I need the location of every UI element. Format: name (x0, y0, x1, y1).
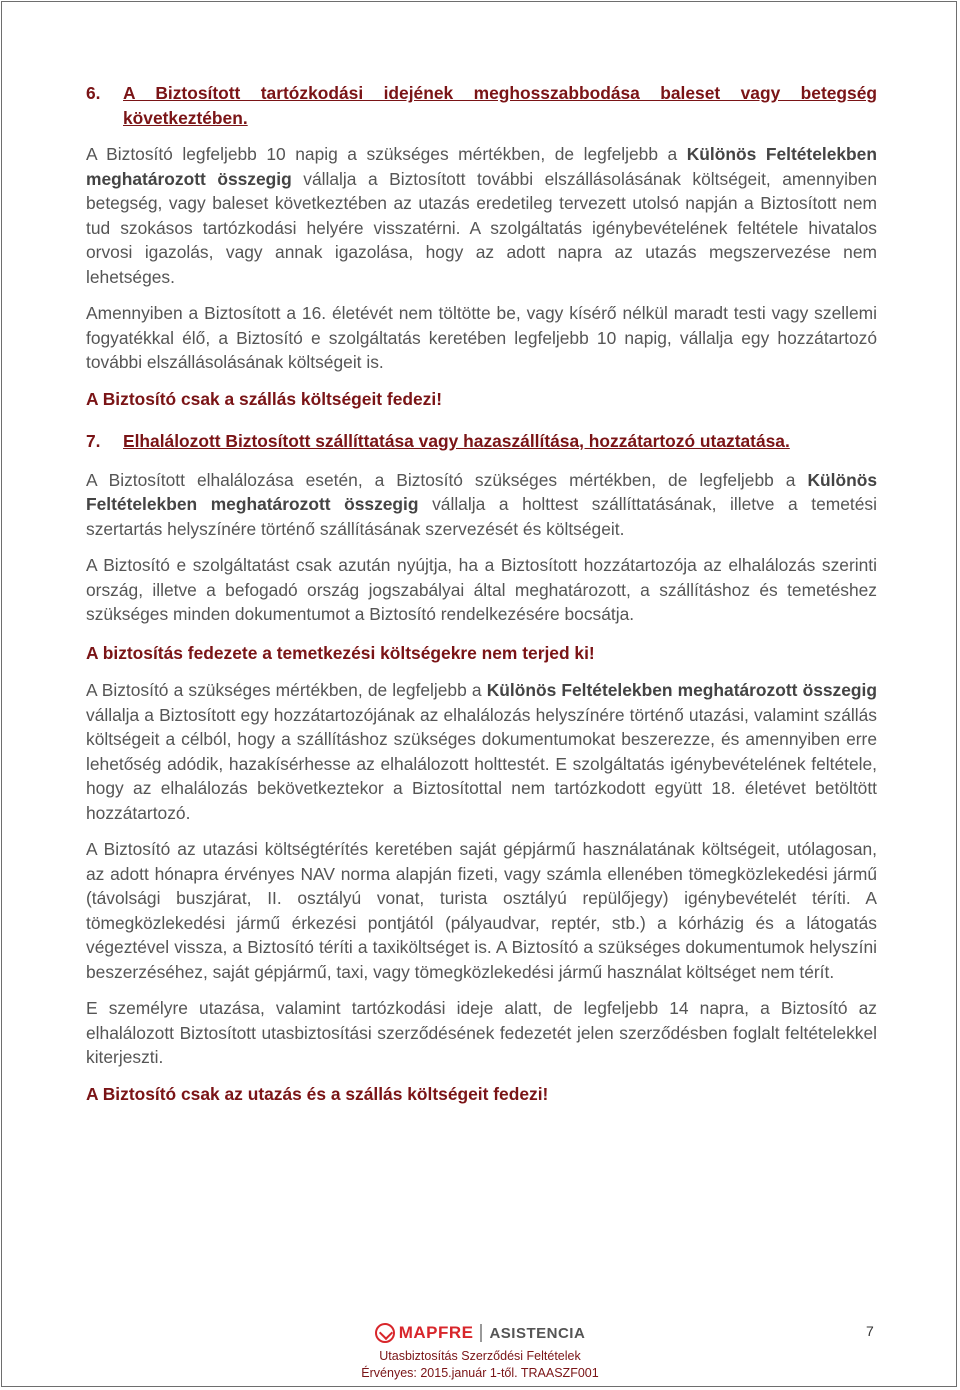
text-run: A Biztosított elhalálozása esetén, a Biztosító szükséges mértékben, de legfeljebb a (86, 469, 808, 490)
mapfre-emblem-icon (375, 1323, 395, 1343)
section-7-heading (86, 429, 877, 454)
text-run: vállalja a holttest szállíttatásának, illetve a temetési szertartás helyszínére történő szállításának szervezését és költségeit. (86, 494, 877, 539)
logo-divider (480, 1324, 482, 1342)
logo-product-text: ASISTENCIA (489, 1324, 586, 1342)
section-7-paragraph-1 (86, 468, 877, 542)
section-6-paragraph-1 (86, 142, 877, 289)
emphasis-text: Különös Feltételekben meghatározott összegig (486, 680, 877, 700)
section-7-title: Elhalálozott Biztosított szállíttatása vagy hazaszállítása, hozzátartozó utaztatása. (123, 431, 790, 451)
text-run: vállalja a Biztosított egy hozzátartozójának az elhalálozás helyszínére történő utazási, valamint szállás költségeit a célból, hogy a szállításhoz szükséges dokumentumokat beszerezze, és amennyiben erre lehetőség adódik, hazakísérhesse az elhalálozott holttestét. E szolgáltatás igénybevételének feltétele, hogy az elhalálozás bekövetkeztekor a Biztosítottal nem tartózkodott együtt 18. életévet betöltött hozzátartozó. (86, 704, 877, 823)
text-run: A Biztosító a szükséges mértékben, de legfeljebb a (86, 680, 487, 700)
page-number: 7 (866, 1323, 874, 1339)
emphasis-text: Különös Feltételekben meghatározott összegig (86, 469, 877, 514)
section-7-coverage-note: A Biztosító csak az utazás és a szállás költségeit fedezi! (86, 1083, 549, 1104)
emphasis-text: Különös Feltételekben meghatározott összegig (86, 144, 877, 189)
section-6-number: 6. (86, 83, 101, 103)
text-run: vállalja a Biztosított további elszállásolásának költségeit, amennyiben betegség, vagy baleset következtében az utazás eredetileg tervezett utolsó napján a Biztosított nem tud szokásos tartózkodási helyére visszatérni. A szolgáltatás igénybevételének feltétele hivatalos orvosi igazolás, vagy annak igazolása, hogy az adott napra az utazás megszervezése nem lehetséges. (86, 168, 877, 287)
footer-validity: Érvényes: 2015.január 1-től. TRAASZF001 (361, 1366, 599, 1380)
section-7-paragraph-3 (86, 678, 877, 825)
page-footer (0, 1318, 960, 1382)
text-run: A Biztosító legfeljebb 10 napig a szükséges mértékben, de legfeljebb a (86, 144, 687, 164)
document-body (86, 81, 877, 1123)
section-6-title: A Biztosított tartózkodási idejének meghosszabbodása baleset vagy betegség következtében. (123, 83, 877, 128)
section-7-paragraph-4: A Biztosító az utazási költségtérítés keretében saját gépjármű használatának költségeit, utólagosan, az adott hónapra érvényes NAV norma alapján fizeti, vagy számla ellenében tömegközlekedési jármű (távolsági buszjárat, II. osztályú vonat, turista osztályú repülőjegy) igénybevételét téríti. A tömegközlekedési jármű érkezési pontjától (pályaudvar, reptér, stb.) a kórházig és a látogatás végeztével vissza, a Biztosító téríti a taxiköltséget is. A Biztosító a szükséges dokumentumok helyszíni beszerzéséhez, saját gépjármű, taxi, vagy tömegközlekedési jármű használat költséget nem térít. (86, 839, 877, 982)
section-6-coverage-note: A Biztosító csak a szállás költségeit fedezi! (86, 388, 442, 409)
mapfre-asistencia-logo (0, 1318, 960, 1348)
section-7-number: 7. (86, 431, 101, 451)
footer-document-title: Utasbiztosítás Szerződési Feltételek (379, 1349, 581, 1363)
section-7-funeral-note: A biztosítás fedezete a temetkezési költségekre nem terjed ki! (86, 642, 595, 663)
section-6-paragraph-2: Amennyiben a Biztosított a 16. életévét nem töltötte be, vagy kísérő nélkül maradt testi vagy szellemi fogyatékkal élő, a Biztosító e szolgáltatás keretében legfeljebb 10 napig, vállalja egy hozzátartozó további elszállásolásának költségeit is. (86, 303, 877, 372)
section-6-heading (86, 81, 877, 130)
section-7-paragraph-5: E személyre utazása, valamint tartózkodási ideje alatt, de legfeljebb 14 napra, a Biztosító az elhalálozott Biztosított utasbiztosítási szerződésének fedezetét jelen szerződésben foglalt feltételekkel kiterjeszti. (86, 998, 877, 1067)
logo-brand-text: MAPFRE (398, 1323, 474, 1342)
section-7-paragraph-2: A Biztosító e szolgáltatást csak azután nyújtja, ha a Biztosított hozzátartozója az elhalálozás szerinti ország, illetve a befogadó ország jogszabályai által meghatározott, a szállításhoz és temetéshez szükséges minden dokumentumot a Biztosító rendelkezésére bocsátja. (86, 555, 877, 624)
